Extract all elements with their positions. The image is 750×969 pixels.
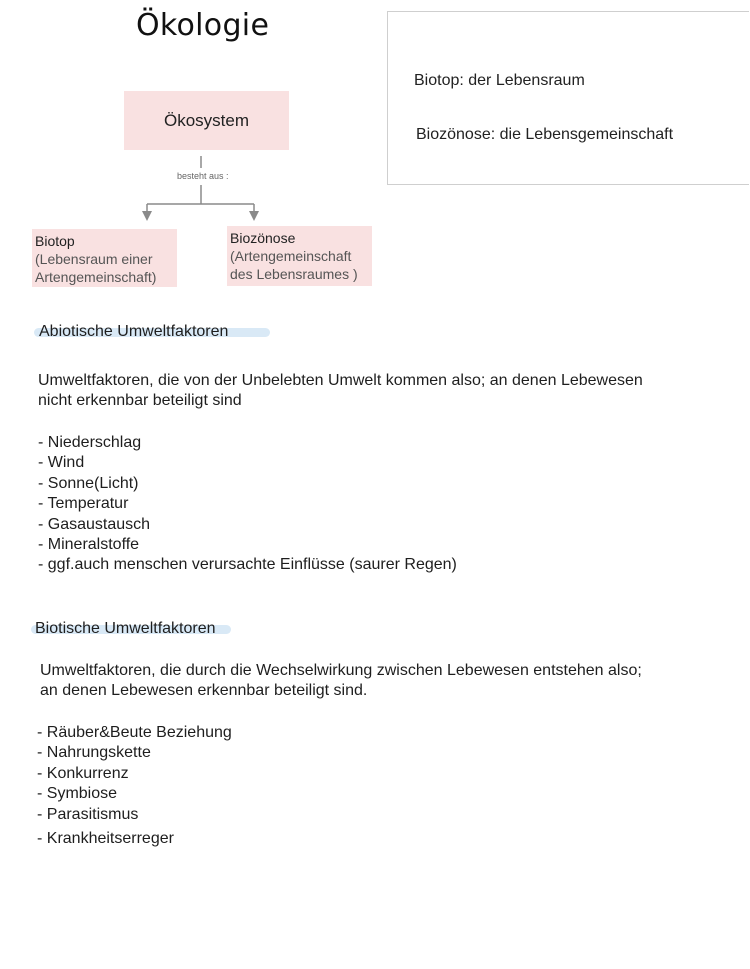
page-title: Ökologie [136, 8, 270, 43]
biotic-description-line-1: Umweltfaktoren, die durch die Wechselwirkung zwischen Lebewesen entstehen also; [40, 662, 642, 679]
biozoenose-node [227, 226, 372, 286]
biotop-node-title: Biotop [35, 233, 75, 249]
biozoenose-node-detail-2: des Lebensraumes ) [230, 266, 358, 282]
list-item: - Krankheitserreger [37, 829, 174, 847]
arrow-down-icon [142, 211, 152, 221]
abiotic-description [38, 371, 738, 411]
biozoenose-node-title: Biozönose [230, 230, 296, 246]
list-item: - Temperatur [38, 495, 129, 513]
abiotic-factor-list [38, 433, 457, 576]
list-item: - Gasaustausch [38, 515, 151, 533]
list-item: - Sonne(Licht) [38, 474, 139, 492]
biotop-node-detail-1: (Lebensraum einer [35, 251, 153, 267]
definitions-box [387, 11, 749, 185]
biotic-factor-list [37, 723, 232, 849]
biotop-node-detail-2: Artengemeinschaft) [35, 269, 157, 285]
list-item: - Wind [38, 454, 85, 472]
list-item: - Räuber&Beute Beziehung [37, 724, 232, 741]
abiotic-description-line-2: nicht erkennbar beteiligt sind [38, 392, 242, 409]
definition-biozoenose: Biozönose: die Lebensgemeinschaft [416, 126, 674, 143]
biotic-description [40, 661, 740, 701]
biotic-description-line-2: an denen Lebewesen erkennbar beteiligt sind. [40, 682, 368, 699]
diagram-connectors [0, 0, 400, 240]
list-item: - Mineralstoffe [38, 535, 140, 553]
list-item: - Parasitismus [37, 805, 139, 823]
list-item: - ggf.auch menschen verursachte Einflüsse (saurer Regen) [38, 556, 457, 574]
list-item: - Niederschlag [38, 434, 142, 451]
list-item: - Nahrungskette [37, 744, 151, 762]
list-item: - Symbiose [37, 785, 118, 803]
biotic-heading: Biotische Umweltfaktoren [35, 620, 216, 637]
abiotic-description-line-1: Umweltfaktoren, die von der Unbelebten Umwelt kommen also; an denen Lebewesen [38, 372, 643, 389]
definition-biotop: Biotop: der Lebensraum [414, 72, 585, 89]
abiotic-heading: Abiotische Umweltfaktoren [39, 323, 229, 340]
edge-label: besteht aus : [177, 171, 229, 181]
biozoenose-node-detail-1: (Artengemeinschaft [230, 248, 352, 264]
ecosystem-node: Ökosystem [124, 91, 289, 150]
biotop-node [32, 229, 177, 287]
list-item: - Konkurrenz [37, 764, 129, 782]
arrow-down-icon [249, 211, 259, 221]
